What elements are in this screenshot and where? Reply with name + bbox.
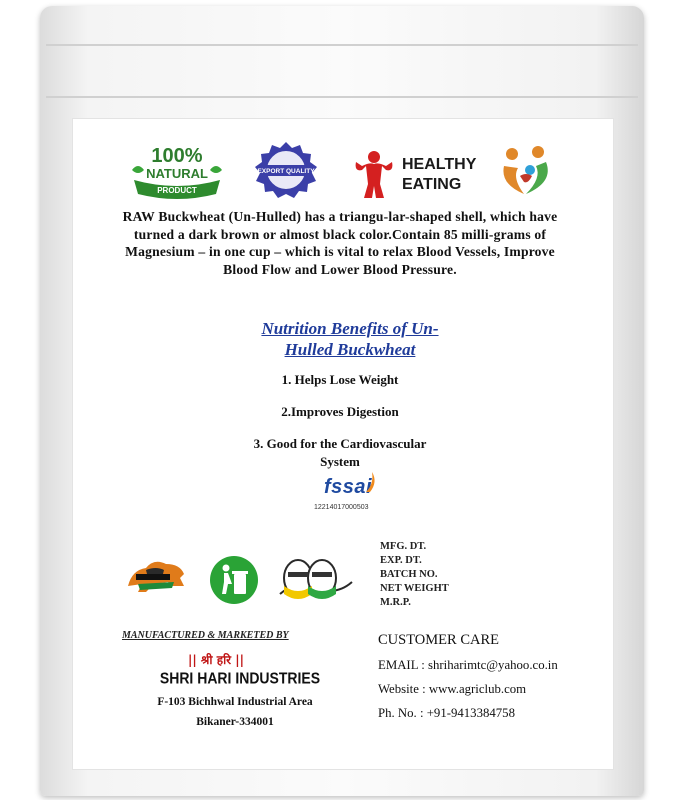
benefits-heading-line1: Nutrition Benefits of Un- xyxy=(261,319,439,338)
product-description: RAW Buckwheat (Un-Hulled) has a triangu-lar-shaped shell, which have turned a dark brown or almost black color.Contain 85 milli-grams of Magnesium – in one cup – which is vital to relax Blood Vessels, Improve Blood Flow and Lower Blood Pressure. xyxy=(122,209,558,277)
benefit-item-1: 1. Helps Lose Weight xyxy=(281,372,399,387)
customer-care-phone: Ph. No. : +91-9413384758 xyxy=(378,706,515,720)
benefit-item-3-cont: System xyxy=(320,454,360,469)
benefits-heading-line2: Hulled Buckwheat xyxy=(284,340,416,359)
benefits-heading xyxy=(180,318,520,360)
natural-product-badge xyxy=(128,140,226,200)
dispose-responsibly-icon xyxy=(208,554,260,606)
spec-mfg-date: MFG. DT. xyxy=(380,541,427,552)
spec-mrp: M.R.P. xyxy=(380,597,411,608)
zip-seal-line xyxy=(46,44,638,46)
customer-care-website: Website : www.agriclub.com xyxy=(378,682,527,696)
manufacturer-title: MANUFACTURED & MARKETED BY xyxy=(122,630,289,641)
natural-badge-word: NATURAL xyxy=(146,166,208,181)
benefit-item-2: 2.Improves Digestion xyxy=(281,404,399,419)
strong-man-icon xyxy=(352,148,396,200)
natural-badge-product: PRODUCT xyxy=(157,186,197,195)
family-heart-icon xyxy=(498,144,554,198)
export-quality-seal xyxy=(248,140,324,200)
company-name: SHRI HARI INDUSTRIES xyxy=(159,668,321,688)
shri-hari-mark: || श्री हरि || xyxy=(187,653,245,667)
packing-specs xyxy=(380,540,449,610)
address-line-2: Bikaner-334001 xyxy=(196,716,274,728)
spec-batch-no: BATCH NO. xyxy=(380,569,438,580)
agmark-certification-icon xyxy=(276,550,356,606)
fssai-swoosh-icon xyxy=(364,470,378,494)
tear-line xyxy=(46,96,638,98)
spec-net-weight: NET WEIGHT xyxy=(380,583,449,594)
make-in-india-lion-icon xyxy=(124,556,188,596)
benefit-item-3: 3. Good for the Cardiovascular xyxy=(253,436,427,451)
fssai-logo: fssai xyxy=(324,476,373,498)
eating-text: EATING xyxy=(402,176,462,193)
healthy-text: HEALTHY xyxy=(402,156,477,173)
address-line-1: F-103 Bichhwal Industrial Area xyxy=(157,696,313,708)
spec-exp-date: EXP. DT. xyxy=(380,555,422,566)
customer-care-heading: CUSTOMER CARE xyxy=(378,632,499,648)
fssai-license-number: 12214017000503 xyxy=(314,504,369,511)
customer-care-email: EMAIL : shriharimtc@yahoo.co.in xyxy=(378,658,558,672)
natural-badge-percent: 100% xyxy=(151,145,203,167)
export-quality-text: EXPORT QUALITY xyxy=(257,168,315,175)
